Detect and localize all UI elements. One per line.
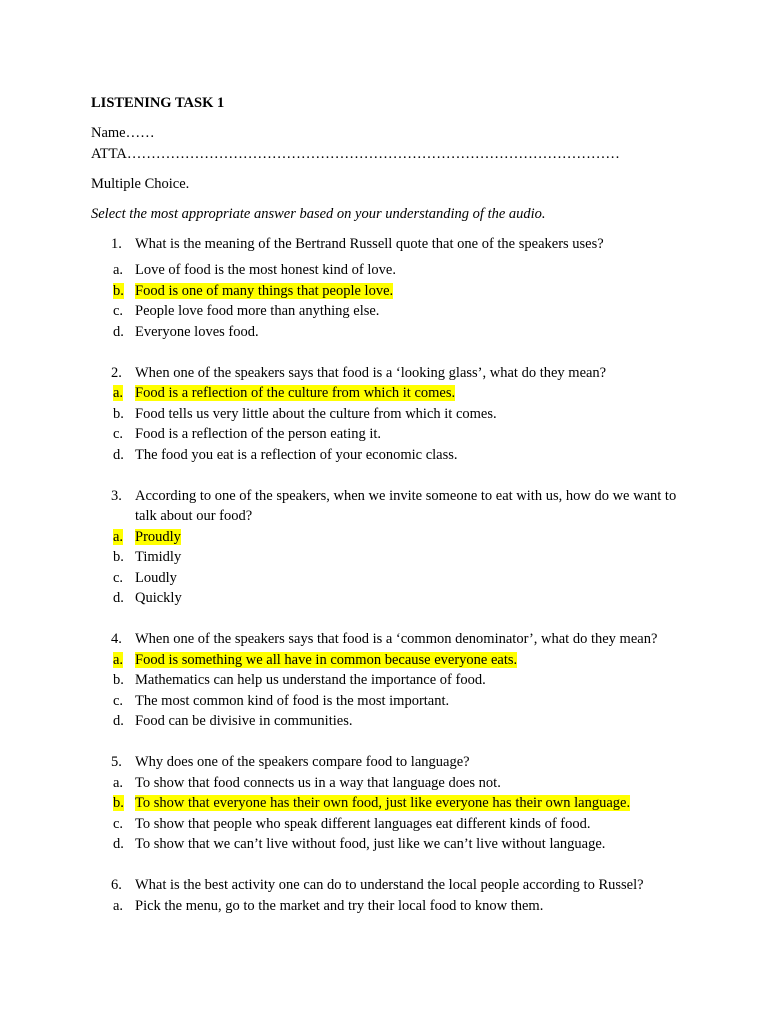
option-letter: b. — [113, 672, 124, 688]
option-text: The most common kind of food is the most important. — [135, 692, 450, 709]
option-letter: a. — [113, 774, 124, 791]
answer-option — [91, 650, 691, 671]
option-text: Everyone loves food. — [135, 323, 259, 340]
option-text: Food tells us very little about the culture from which it comes. — [135, 405, 497, 422]
option-text: To show that we can’t live without food, just like we can’t live without language. — [135, 836, 606, 852]
question-item — [91, 363, 691, 466]
answer-option — [91, 424, 691, 445]
question-row — [91, 234, 691, 255]
option-letter: b. — [113, 405, 124, 422]
answer-option — [91, 896, 691, 917]
option-text: Food can be divisive in communities. — [135, 713, 353, 729]
answer-option — [91, 527, 691, 548]
option-letter: c. — [113, 815, 124, 832]
answer-option — [91, 773, 691, 794]
question-number: 3. — [111, 487, 122, 504]
answer-option — [91, 670, 691, 691]
question-number: 6. — [111, 877, 122, 893]
question-text: When one of the speakers says that food is a ‘looking glass’, what do they mean? — [135, 364, 607, 381]
highlighted-answer-text: To show that everyone has their own food, just like everyone has their own language. — [135, 795, 631, 811]
option-letter: b. — [113, 549, 124, 565]
option-text: Timidly — [135, 549, 182, 565]
option-text: To show that food connects us in a way that language does not. — [135, 774, 501, 791]
answer-option — [91, 814, 691, 835]
question-item — [91, 234, 691, 343]
highlighted-answer-text: Proudly — [135, 528, 181, 545]
question-text: What is the best activity one can do to understand the local people according to Russel? — [135, 877, 644, 893]
question-number: 2. — [111, 364, 122, 381]
option-letter: d. — [113, 590, 124, 606]
question-row — [91, 629, 691, 650]
question-text: According to one of the speakers, when we invite someone to eat with us, how do we want to talk about our food? — [135, 487, 677, 524]
document-page — [91, 93, 691, 937]
question-text: What is the meaning of the Bertrand Russell quote that one of the speakers uses? — [135, 235, 604, 252]
option-text: Loudly — [135, 569, 177, 586]
answer-option — [91, 281, 691, 302]
highlighted-answer-text: Food is one of many things that people love. — [135, 282, 394, 299]
question-number: 1. — [111, 235, 122, 252]
option-letter: d. — [113, 446, 124, 463]
question-row — [91, 486, 691, 527]
option-text: People love food more than anything else. — [135, 303, 380, 319]
answer-option — [91, 383, 691, 404]
question-item — [91, 752, 691, 855]
question-text: When one of the speakers says that food is a ‘common denominator’, what do they mean? — [135, 631, 658, 647]
question-number: 5. — [111, 754, 122, 770]
option-letter: a. — [113, 262, 124, 278]
task-title: LISTENING TASK 1 — [91, 95, 225, 111]
question-row — [91, 875, 691, 896]
question-row — [91, 752, 691, 773]
option-text: To show that people who speak different languages eat different kinds of food. — [135, 815, 591, 832]
answer-option — [91, 691, 691, 712]
answer-option — [91, 445, 691, 466]
option-text: Love of food is the most honest kind of love. — [135, 262, 396, 278]
option-letter: b. — [113, 282, 124, 299]
option-text: Quickly — [135, 590, 182, 606]
answer-option — [91, 834, 691, 855]
option-text: Pick the menu, go to the market and try their local food to know them. — [135, 897, 544, 914]
answer-option — [91, 322, 691, 343]
option-letter: a. — [113, 385, 124, 401]
question-list — [91, 234, 691, 917]
option-letter: c. — [113, 692, 124, 709]
highlighted-answer-text: Food is something we all have in common because everyone eats. — [135, 651, 518, 668]
answer-option — [91, 260, 691, 281]
question-row — [91, 363, 691, 384]
answer-option — [91, 793, 691, 814]
name-line: Name…… — [91, 125, 155, 141]
option-letter: d. — [113, 713, 124, 729]
answer-option — [91, 568, 691, 589]
option-letter: c. — [113, 303, 124, 319]
atta-line: ATTA………………………………………………………………………………………… — [91, 145, 620, 162]
section-heading: Multiple Choice. — [91, 175, 190, 192]
question-number: 4. — [111, 631, 122, 647]
answer-option — [91, 547, 691, 568]
question-item — [91, 486, 691, 609]
option-letter: c. — [113, 426, 124, 442]
option-letter: c. — [113, 569, 124, 586]
answer-option — [91, 711, 691, 732]
highlighted-answer-text: Food is a reflection of the culture from which it comes. — [135, 385, 456, 401]
question-item — [91, 875, 691, 916]
option-letter: d. — [113, 836, 124, 852]
option-text: Food is a reflection of the person eating it. — [135, 426, 382, 442]
option-letter: a. — [113, 651, 124, 668]
answer-option — [91, 404, 691, 425]
instruction-text: Select the most appropriate answer based on your understanding of the audio. — [91, 205, 546, 222]
option-letter: d. — [113, 323, 124, 340]
option-text: Mathematics can help us understand the importance of food. — [135, 672, 486, 688]
question-text: Why does one of the speakers compare food to language? — [135, 754, 470, 770]
answer-option — [91, 588, 691, 609]
question-item — [91, 629, 691, 732]
option-letter: b. — [113, 795, 124, 811]
option-letter: a. — [113, 528, 124, 545]
option-letter: a. — [113, 897, 124, 914]
option-text: The food you eat is a reflection of your economic class. — [135, 446, 458, 463]
answer-option — [91, 301, 691, 322]
